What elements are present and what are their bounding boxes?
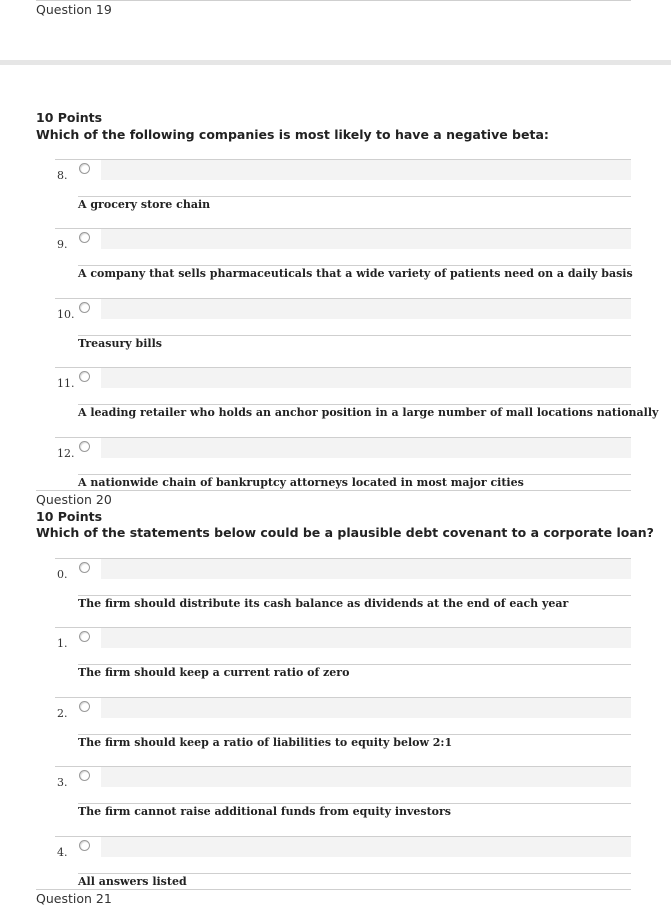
- option-number: 11.: [57, 377, 75, 390]
- option-number: 8.: [57, 169, 68, 182]
- option-shade: [101, 559, 631, 579]
- option-number: 1.: [57, 637, 68, 650]
- option-number: 12.: [57, 447, 75, 460]
- question-divider: [36, 490, 631, 491]
- question-20-text: Which of the statements below could be a plausible debt covenant to a corporate loan?: [36, 525, 654, 540]
- option-label[interactable]: A company that sells pharmaceuticals that a wide variety of patients need on a daily basis: [78, 267, 633, 280]
- option-divider: [78, 404, 631, 405]
- option-divider: [78, 803, 631, 804]
- option-shade: [101, 837, 631, 857]
- option-label[interactable]: A nationwide chain of bankruptcy attorneys located in most major cities: [78, 476, 524, 489]
- option-number: 4.: [57, 846, 68, 859]
- answer-option[interactable]: [55, 766, 631, 836]
- option-shade: [101, 160, 631, 180]
- option-shade: [101, 229, 631, 249]
- radio-button[interactable]: [79, 163, 90, 174]
- question-19-text: Which of the following companies is most likely to have a negative beta:: [36, 127, 549, 142]
- option-number: 9.: [57, 238, 68, 251]
- answer-option[interactable]: [55, 228, 631, 298]
- option-divider: [78, 873, 631, 874]
- option-shade: [101, 299, 631, 319]
- question-divider: [36, 889, 631, 890]
- answer-option[interactable]: [55, 298, 631, 368]
- top-divider: [36, 0, 631, 1]
- option-divider: [78, 335, 631, 336]
- question-20-points: 10 Points: [36, 509, 103, 524]
- answer-option[interactable]: [55, 558, 631, 628]
- option-shade: [101, 368, 631, 388]
- option-shade: [101, 767, 631, 787]
- option-label[interactable]: Treasury bills: [78, 337, 162, 350]
- option-number: 3.: [57, 776, 68, 789]
- option-number: 0.: [57, 568, 68, 581]
- answer-option[interactable]: [55, 627, 631, 697]
- option-label[interactable]: All answers listed: [78, 875, 187, 888]
- option-divider: [78, 664, 631, 665]
- option-label[interactable]: The firm cannot raise additional funds from equity investors: [78, 805, 451, 818]
- option-label[interactable]: The firm should distribute its cash balance as dividends at the end of each year: [78, 597, 569, 610]
- option-divider: [78, 196, 631, 197]
- radio-button[interactable]: [79, 770, 90, 781]
- option-label[interactable]: The firm should keep a ratio of liabilities to equity below 2:1: [78, 736, 453, 749]
- question-19-label: Question 19: [36, 2, 112, 17]
- answer-option[interactable]: [55, 697, 631, 767]
- question-19-points: 10 Points: [36, 110, 103, 125]
- radio-button[interactable]: [79, 840, 90, 851]
- radio-button[interactable]: [79, 232, 90, 243]
- option-label[interactable]: A leading retailer who holds an anchor position in a large number of mall locations nationally: [78, 406, 659, 419]
- option-divider: [78, 265, 631, 266]
- option-label[interactable]: A grocery store chain: [78, 198, 211, 211]
- radio-button[interactable]: [79, 562, 90, 573]
- answer-option[interactable]: [55, 159, 631, 229]
- answer-option[interactable]: [55, 437, 631, 507]
- option-number: 10.: [57, 308, 75, 321]
- radio-button[interactable]: [79, 631, 90, 642]
- option-divider: [78, 595, 631, 596]
- option-divider: [78, 734, 631, 735]
- option-number: 2.: [57, 707, 68, 720]
- option-divider: [78, 474, 631, 475]
- option-label[interactable]: The firm should keep a current ratio of zero: [78, 666, 350, 679]
- radio-button[interactable]: [79, 371, 90, 382]
- option-shade: [101, 438, 631, 458]
- question-21-label: Question 21: [36, 891, 112, 906]
- answer-option[interactable]: [55, 367, 659, 437]
- option-shade: [101, 628, 631, 648]
- section-separator: [0, 60, 671, 65]
- radio-button[interactable]: [79, 302, 90, 313]
- option-shade: [101, 698, 631, 718]
- question-20-label: Question 20: [36, 492, 112, 507]
- radio-button[interactable]: [79, 701, 90, 712]
- radio-button[interactable]: [79, 441, 90, 452]
